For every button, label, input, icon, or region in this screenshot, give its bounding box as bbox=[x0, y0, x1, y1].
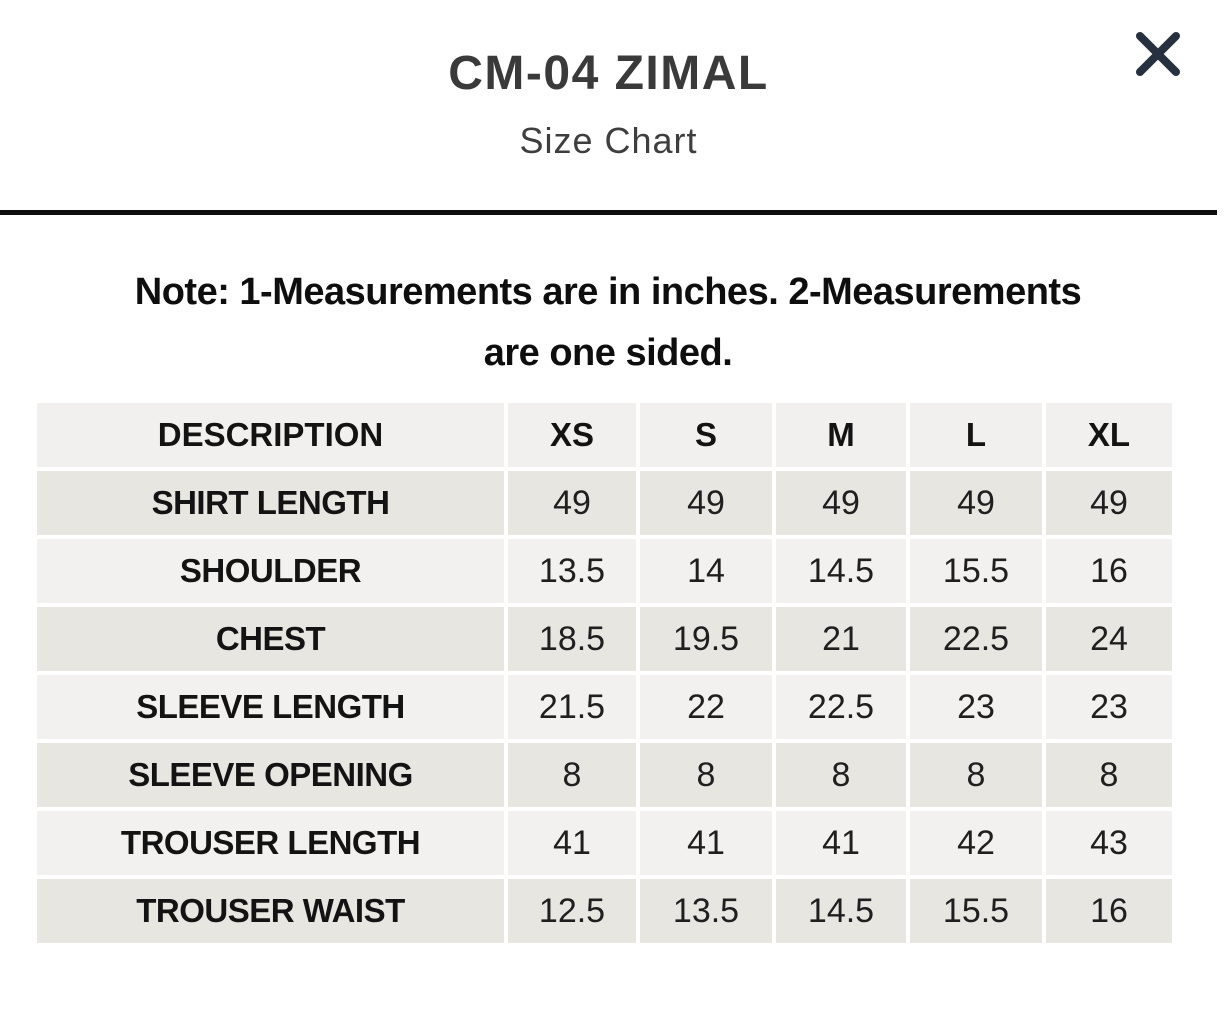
note-line-1: Note: 1-Measurements are in inches. 2-Measurements bbox=[134, 271, 1082, 313]
size-value-cell: 22.5 bbox=[910, 607, 1042, 671]
close-button[interactable] bbox=[1130, 26, 1186, 82]
size-value-cell: 42 bbox=[910, 811, 1042, 875]
size-value-cell: 22 bbox=[640, 675, 772, 739]
size-value-cell: 13.5 bbox=[640, 879, 772, 943]
table-row bbox=[37, 879, 1172, 943]
size-value-cell: 23 bbox=[910, 675, 1042, 739]
size-value-cell: 14.5 bbox=[776, 879, 906, 943]
size-value-cell: 16 bbox=[1046, 539, 1172, 603]
size-value-cell: 8 bbox=[776, 743, 906, 807]
row-label: SHIRT LENGTH bbox=[37, 471, 504, 535]
size-chart-table bbox=[33, 399, 1176, 947]
size-value-cell: 23 bbox=[1046, 675, 1172, 739]
size-value-cell: 24 bbox=[1046, 607, 1172, 671]
modal-subtitle: Size Chart bbox=[519, 120, 698, 161]
row-label: SHOULDER bbox=[37, 539, 504, 603]
table-row bbox=[37, 471, 1172, 535]
size-value-cell: 21.5 bbox=[508, 675, 636, 739]
size-value-cell: 41 bbox=[640, 811, 772, 875]
size-value-cell: 49 bbox=[508, 471, 636, 535]
size-value-cell: 13.5 bbox=[508, 539, 636, 603]
row-label: SLEEVE OPENING bbox=[37, 743, 504, 807]
size-value-cell: 41 bbox=[508, 811, 636, 875]
column-header-m: M bbox=[776, 403, 906, 467]
size-value-cell: 41 bbox=[776, 811, 906, 875]
header-row bbox=[37, 403, 1172, 467]
size-value-cell: 49 bbox=[1046, 471, 1172, 535]
measurement-note bbox=[58, 262, 1158, 384]
header-divider bbox=[0, 210, 1217, 215]
size-value-cell: 21 bbox=[776, 607, 906, 671]
size-value-cell: 8 bbox=[640, 743, 772, 807]
size-value-cell: 15.5 bbox=[910, 879, 1042, 943]
size-value-cell: 22.5 bbox=[776, 675, 906, 739]
size-value-cell: 49 bbox=[910, 471, 1042, 535]
table-row bbox=[37, 811, 1172, 875]
size-value-cell: 8 bbox=[508, 743, 636, 807]
size-value-cell: 15.5 bbox=[910, 539, 1042, 603]
row-label: TROUSER LENGTH bbox=[37, 811, 504, 875]
modal-title: CM-04 ZIMAL bbox=[448, 47, 769, 100]
size-value-cell: 49 bbox=[776, 471, 906, 535]
column-header-l: L bbox=[910, 403, 1042, 467]
size-value-cell: 14 bbox=[640, 539, 772, 603]
size-value-cell: 8 bbox=[910, 743, 1042, 807]
table-row bbox=[37, 743, 1172, 807]
size-value-cell: 14.5 bbox=[776, 539, 906, 603]
column-header-xs: XS bbox=[508, 403, 636, 467]
size-value-cell: 49 bbox=[640, 471, 772, 535]
size-value-cell: 18.5 bbox=[508, 607, 636, 671]
table-row bbox=[37, 675, 1172, 739]
size-chart-body bbox=[37, 471, 1172, 943]
column-header-description: DESCRIPTION bbox=[37, 403, 504, 467]
row-label: SLEEVE LENGTH bbox=[37, 675, 504, 739]
column-header-xl: XL bbox=[1046, 403, 1172, 467]
table-row bbox=[37, 607, 1172, 671]
table-row bbox=[37, 539, 1172, 603]
row-label: TROUSER WAIST bbox=[37, 879, 504, 943]
size-value-cell: 16 bbox=[1046, 879, 1172, 943]
note-line-2: are one sided. bbox=[483, 332, 733, 374]
size-value-cell: 8 bbox=[1046, 743, 1172, 807]
close-icon bbox=[1134, 30, 1182, 78]
size-value-cell: 19.5 bbox=[640, 607, 772, 671]
column-header-s: S bbox=[640, 403, 772, 467]
size-value-cell: 43 bbox=[1046, 811, 1172, 875]
size-value-cell: 12.5 bbox=[508, 879, 636, 943]
row-label: CHEST bbox=[37, 607, 504, 671]
